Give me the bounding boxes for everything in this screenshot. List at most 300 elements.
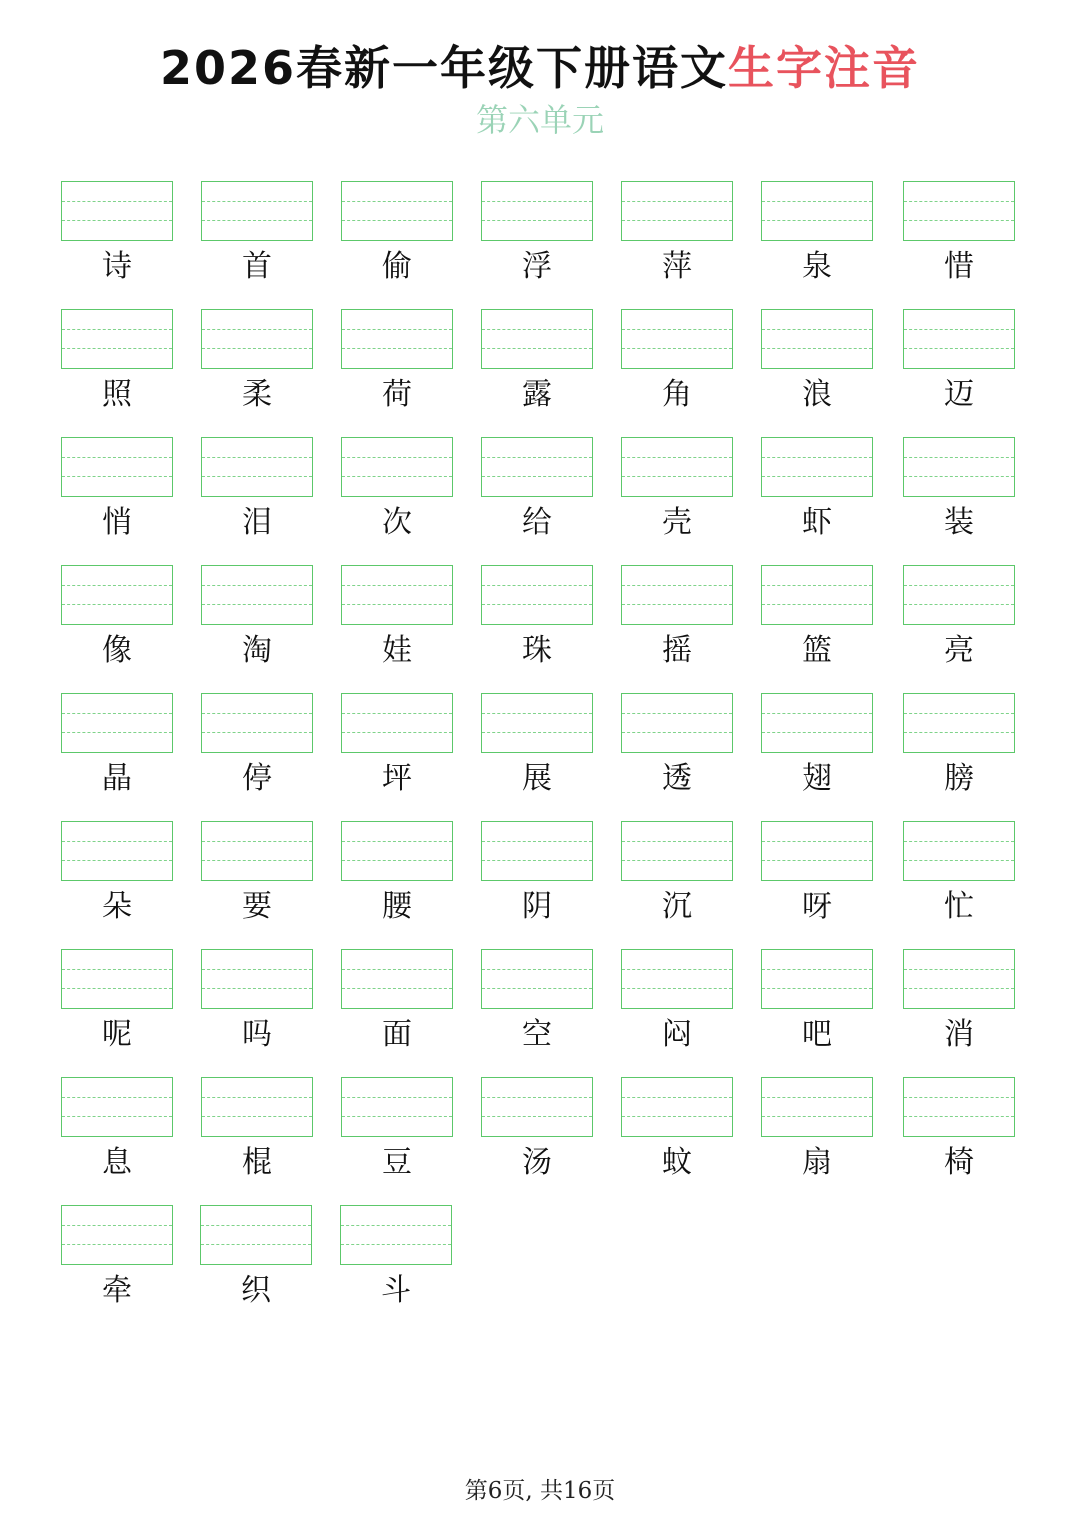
page-title	[0, 38, 1080, 98]
dashed-guide-line	[762, 969, 872, 970]
dashed-guide-line	[342, 1097, 452, 1098]
dashed-guide-line	[62, 348, 172, 349]
hanzi-character: 阴	[522, 889, 552, 924]
hanzi-character: 篮	[802, 633, 832, 668]
dashed-guide-line	[622, 220, 732, 221]
dashed-guide-line	[482, 841, 592, 842]
dashed-guide-line	[62, 969, 172, 970]
character-cell	[621, 437, 733, 549]
pinyin-writing-box[interactable]	[903, 437, 1015, 497]
dashed-guide-line	[62, 604, 172, 605]
pinyin-writing-box[interactable]	[481, 309, 593, 369]
unit-subtitle: 第六单元	[475, 101, 604, 139]
character-cell	[201, 309, 313, 421]
pinyin-writing-box[interactable]	[761, 821, 873, 881]
pinyin-writing-box[interactable]	[201, 309, 313, 369]
hanzi-character: 棍	[242, 1145, 272, 1180]
dashed-guide-line	[904, 988, 1014, 989]
dashed-guide-line	[202, 841, 312, 842]
pinyin-writing-box[interactable]	[200, 1205, 312, 1265]
hanzi-character: 空	[522, 1017, 552, 1052]
dashed-guide-line	[341, 1225, 451, 1226]
hanzi-character: 展	[522, 761, 552, 796]
character-cell	[61, 309, 173, 421]
dashed-guide-line	[904, 1116, 1014, 1117]
character-cell	[200, 1205, 312, 1317]
character-cell	[621, 565, 733, 677]
dashed-guide-line	[342, 585, 452, 586]
pinyin-writing-box[interactable]	[621, 1077, 733, 1137]
dashed-guide-line	[622, 201, 732, 202]
hanzi-character: 泪	[242, 505, 272, 540]
dashed-guide-line	[202, 988, 312, 989]
dashed-guide-line	[201, 1244, 311, 1245]
dashed-guide-line	[482, 457, 592, 458]
dashed-guide-line	[202, 1116, 312, 1117]
character-cell	[61, 1077, 173, 1189]
character-cell	[621, 821, 733, 933]
dashed-guide-line	[622, 585, 732, 586]
dashed-guide-line	[622, 457, 732, 458]
hanzi-character: 摇	[662, 633, 692, 668]
pinyin-writing-box[interactable]	[761, 1077, 873, 1137]
character-cell	[61, 821, 173, 933]
dashed-guide-line	[622, 988, 732, 989]
hanzi-character: 蚊	[662, 1145, 692, 1180]
dashed-guide-line	[904, 860, 1014, 861]
character-cell	[481, 309, 593, 421]
dashed-guide-line	[202, 1097, 312, 1098]
pinyin-writing-box[interactable]	[621, 309, 733, 369]
pinyin-writing-box[interactable]	[761, 949, 873, 1009]
character-cell	[341, 181, 453, 293]
pinyin-writing-box[interactable]	[201, 949, 313, 1009]
pinyin-writing-box[interactable]	[903, 821, 1015, 881]
hanzi-character: 荷	[382, 377, 412, 412]
pinyin-writing-box[interactable]	[621, 181, 733, 241]
hanzi-character: 坪	[382, 761, 412, 796]
hanzi-character: 忙	[944, 889, 974, 924]
character-cell	[903, 181, 1015, 293]
pinyin-writing-box[interactable]	[481, 693, 593, 753]
character-cell	[761, 309, 873, 421]
hanzi-character: 汤	[522, 1145, 552, 1180]
dashed-guide-line	[62, 476, 172, 477]
dashed-guide-line	[762, 713, 872, 714]
dashed-guide-line	[62, 860, 172, 861]
character-cell	[481, 181, 593, 293]
dashed-guide-line	[342, 713, 452, 714]
character-cell	[761, 437, 873, 549]
dashed-guide-line	[904, 1097, 1014, 1098]
hanzi-character: 织	[241, 1273, 271, 1308]
dashed-guide-line	[482, 1097, 592, 1098]
hanzi-character: 次	[382, 505, 412, 540]
dashed-guide-line	[762, 841, 872, 842]
hanzi-character: 斗	[381, 1273, 411, 1308]
character-cell	[761, 1077, 873, 1189]
character-cell	[903, 949, 1015, 1061]
pinyin-writing-box[interactable]	[201, 437, 313, 497]
dashed-guide-line	[62, 713, 172, 714]
pinyin-writing-box[interactable]	[201, 821, 313, 881]
hanzi-character: 娃	[382, 633, 412, 668]
pinyin-writing-box[interactable]	[621, 565, 733, 625]
character-cell	[903, 1077, 1015, 1189]
pinyin-writing-box[interactable]	[621, 693, 733, 753]
pinyin-writing-box[interactable]	[903, 309, 1015, 369]
dashed-guide-line	[62, 220, 172, 221]
hanzi-character: 椅	[944, 1145, 974, 1180]
dashed-guide-line	[622, 713, 732, 714]
hanzi-character: 露	[522, 377, 552, 412]
dashed-guide-line	[904, 969, 1014, 970]
dashed-guide-line	[622, 348, 732, 349]
dashed-guide-line	[342, 988, 452, 989]
dashed-guide-line	[342, 969, 452, 970]
pinyin-writing-box[interactable]	[201, 693, 313, 753]
dashed-guide-line	[482, 220, 592, 221]
pinyin-writing-box[interactable]	[481, 181, 593, 241]
dashed-guide-line	[762, 348, 872, 349]
character-cell	[201, 565, 313, 677]
dashed-guide-line	[342, 201, 452, 202]
character-cell	[903, 437, 1015, 549]
hanzi-character: 呢	[102, 1017, 132, 1052]
character-cell	[61, 1205, 173, 1317]
pinyin-writing-box[interactable]	[341, 565, 453, 625]
pinyin-writing-box[interactable]	[481, 437, 593, 497]
hanzi-character: 腰	[382, 889, 412, 924]
pinyin-writing-box[interactable]	[903, 1077, 1015, 1137]
dashed-guide-line	[202, 969, 312, 970]
hanzi-character: 装	[944, 505, 974, 540]
dashed-guide-line	[904, 585, 1014, 586]
character-cell	[61, 181, 173, 293]
hanzi-character: 晶	[102, 761, 132, 796]
pinyin-writing-box[interactable]	[61, 181, 173, 241]
dashed-guide-line	[62, 1116, 172, 1117]
character-cell	[201, 949, 313, 1061]
dashed-guide-line	[904, 220, 1014, 221]
character-cell	[341, 693, 453, 805]
dashed-guide-line	[342, 348, 452, 349]
pinyin-writing-box[interactable]	[341, 949, 453, 1009]
pinyin-writing-box[interactable]	[61, 565, 173, 625]
dashed-guide-line	[482, 329, 592, 330]
character-cell	[61, 437, 173, 549]
dashed-guide-line	[482, 604, 592, 605]
pinyin-writing-box[interactable]	[201, 181, 313, 241]
dashed-guide-line	[622, 860, 732, 861]
dashed-guide-line	[62, 329, 172, 330]
character-cell	[481, 437, 593, 549]
dashed-guide-line	[62, 1097, 172, 1098]
character-cell	[61, 565, 173, 677]
dashed-guide-line	[341, 1244, 451, 1245]
pinyin-writing-box[interactable]	[341, 437, 453, 497]
dashed-guide-line	[62, 457, 172, 458]
pinyin-writing-box[interactable]	[621, 821, 733, 881]
hanzi-character: 息	[102, 1145, 132, 1180]
dashed-guide-line	[762, 476, 872, 477]
pinyin-writing-box[interactable]	[761, 437, 873, 497]
character-cell	[201, 437, 313, 549]
dashed-guide-line	[762, 1116, 872, 1117]
hanzi-character: 淘	[242, 633, 272, 668]
hanzi-character: 浪	[802, 377, 832, 412]
dashed-guide-line	[622, 969, 732, 970]
dashed-guide-line	[762, 585, 872, 586]
character-cell	[481, 565, 593, 677]
dashed-guide-line	[904, 329, 1014, 330]
character-cell	[61, 949, 173, 1061]
hanzi-character: 闷	[662, 1017, 692, 1052]
dashed-guide-line	[202, 220, 312, 221]
character-cell	[341, 1077, 453, 1189]
pinyin-writing-box[interactable]	[621, 949, 733, 1009]
character-cell	[481, 821, 593, 933]
character-cell	[761, 821, 873, 933]
pinyin-writing-box[interactable]	[903, 565, 1015, 625]
pinyin-writing-box[interactable]	[61, 437, 173, 497]
dashed-guide-line	[342, 220, 452, 221]
pinyin-writing-box[interactable]	[761, 693, 873, 753]
dashed-guide-line	[342, 1116, 452, 1117]
dashed-guide-line	[904, 713, 1014, 714]
dashed-guide-line	[762, 604, 872, 605]
pinyin-writing-box[interactable]	[61, 949, 173, 1009]
pinyin-writing-box[interactable]	[61, 693, 173, 753]
hanzi-character: 豆	[382, 1145, 412, 1180]
character-cell	[481, 693, 593, 805]
character-cell	[341, 949, 453, 1061]
dashed-guide-line	[202, 201, 312, 202]
character-cell	[201, 693, 313, 805]
character-cell	[621, 1077, 733, 1189]
dashed-guide-line	[202, 732, 312, 733]
character-cell	[341, 821, 453, 933]
dashed-guide-line	[482, 988, 592, 989]
hanzi-character: 透	[662, 761, 692, 796]
pinyin-writing-box[interactable]	[201, 1077, 313, 1137]
dashed-guide-line	[342, 329, 452, 330]
hanzi-character: 亮	[944, 633, 974, 668]
dashed-guide-line	[202, 476, 312, 477]
dashed-guide-line	[482, 1116, 592, 1117]
dashed-guide-line	[482, 348, 592, 349]
dashed-guide-line	[762, 329, 872, 330]
title-main: 2026春新一年级下册语文	[159, 41, 729, 95]
character-cell	[341, 565, 453, 677]
dashed-guide-line	[202, 457, 312, 458]
dashed-guide-line	[342, 732, 452, 733]
dashed-guide-line	[622, 732, 732, 733]
dashed-guide-line	[62, 841, 172, 842]
title-accent: 生字注音	[728, 41, 921, 95]
pinyin-writing-box[interactable]	[761, 309, 873, 369]
hanzi-character: 虾	[802, 505, 832, 540]
hanzi-character: 呀	[802, 889, 832, 924]
dashed-guide-line	[342, 841, 452, 842]
hanzi-character: 吧	[802, 1017, 832, 1052]
pinyin-writing-box[interactable]	[341, 693, 453, 753]
character-cell	[903, 693, 1015, 805]
character-cell	[621, 309, 733, 421]
dashed-guide-line	[201, 1225, 311, 1226]
character-cell	[621, 949, 733, 1061]
dashed-guide-line	[762, 988, 872, 989]
character-cell	[201, 181, 313, 293]
pinyin-writing-box[interactable]	[481, 949, 593, 1009]
hanzi-character: 像	[102, 633, 132, 668]
dashed-guide-line	[762, 860, 872, 861]
dashed-guide-line	[622, 329, 732, 330]
dashed-guide-line	[482, 201, 592, 202]
pinyin-writing-box[interactable]	[340, 1205, 452, 1265]
hanzi-character: 要	[242, 889, 272, 924]
dashed-guide-line	[202, 860, 312, 861]
dashed-guide-line	[342, 476, 452, 477]
pinyin-writing-box[interactable]	[481, 565, 593, 625]
pinyin-writing-box[interactable]	[61, 1077, 173, 1137]
character-cell	[61, 693, 173, 805]
dashed-guide-line	[622, 604, 732, 605]
hanzi-character: 停	[242, 761, 272, 796]
hanzi-character: 吗	[242, 1017, 272, 1052]
hanzi-character: 翅	[802, 761, 832, 796]
dashed-guide-line	[202, 348, 312, 349]
pinyin-writing-box[interactable]	[481, 1077, 593, 1137]
hanzi-character: 柔	[242, 377, 272, 412]
dashed-guide-line	[62, 585, 172, 586]
pinyin-writing-box[interactable]	[201, 565, 313, 625]
dashed-guide-line	[482, 732, 592, 733]
character-cell	[903, 821, 1015, 933]
dashed-guide-line	[762, 220, 872, 221]
dashed-guide-line	[482, 713, 592, 714]
dashed-guide-line	[904, 348, 1014, 349]
dashed-guide-line	[622, 1097, 732, 1098]
pinyin-writing-box[interactable]	[341, 821, 453, 881]
hanzi-character: 壳	[662, 505, 692, 540]
dashed-guide-line	[202, 585, 312, 586]
character-cell	[201, 1077, 313, 1189]
dashed-guide-line	[62, 201, 172, 202]
dashed-guide-line	[762, 732, 872, 733]
hanzi-character: 照	[102, 377, 132, 412]
character-cell	[761, 565, 873, 677]
hanzi-character: 迈	[944, 377, 974, 412]
hanzi-character: 牵	[102, 1273, 132, 1308]
page-footer: 第6页, 共16页	[464, 1478, 616, 1504]
character-cell	[903, 309, 1015, 421]
pinyin-writing-box[interactable]	[761, 181, 873, 241]
dashed-guide-line	[202, 713, 312, 714]
hanzi-character: 萍	[662, 249, 692, 284]
dashed-guide-line	[342, 860, 452, 861]
hanzi-character: 膀	[944, 761, 974, 796]
dashed-guide-line	[904, 841, 1014, 842]
hanzi-character: 诗	[102, 249, 132, 284]
hanzi-character: 惜	[944, 249, 974, 284]
character-cell	[761, 181, 873, 293]
dashed-guide-line	[62, 732, 172, 733]
pinyin-writing-box[interactable]	[341, 1077, 453, 1137]
character-cell	[340, 1205, 452, 1317]
hanzi-character: 角	[662, 377, 692, 412]
dashed-guide-line	[904, 457, 1014, 458]
pinyin-writing-box[interactable]	[903, 181, 1015, 241]
character-cell	[621, 693, 733, 805]
hanzi-character: 首	[242, 249, 272, 284]
pinyin-writing-box[interactable]	[341, 181, 453, 241]
dashed-guide-line	[342, 604, 452, 605]
pinyin-writing-box[interactable]	[621, 437, 733, 497]
pinyin-writing-box[interactable]	[761, 565, 873, 625]
dashed-guide-line	[482, 476, 592, 477]
dashed-guide-line	[202, 604, 312, 605]
hanzi-character: 朵	[102, 889, 132, 924]
pinyin-writing-box[interactable]	[481, 821, 593, 881]
hanzi-character: 沉	[662, 889, 692, 924]
hanzi-character: 面	[382, 1017, 412, 1052]
hanzi-character: 偷	[382, 249, 412, 284]
dashed-guide-line	[622, 841, 732, 842]
dashed-guide-line	[762, 1097, 872, 1098]
character-cell	[341, 437, 453, 549]
pinyin-writing-box[interactable]	[341, 309, 453, 369]
hanzi-character: 珠	[522, 633, 552, 668]
dashed-guide-line	[482, 585, 592, 586]
character-cell	[481, 949, 593, 1061]
dashed-guide-line	[762, 457, 872, 458]
dashed-guide-line	[482, 969, 592, 970]
character-cell	[201, 821, 313, 933]
dashed-guide-line	[904, 604, 1014, 605]
dashed-guide-line	[622, 476, 732, 477]
dashed-guide-line	[904, 476, 1014, 477]
pinyin-writing-box[interactable]	[903, 949, 1015, 1009]
dashed-guide-line	[622, 1116, 732, 1117]
pinyin-writing-box[interactable]	[61, 309, 173, 369]
pinyin-writing-box[interactable]	[61, 1205, 173, 1265]
pinyin-writing-box[interactable]	[903, 693, 1015, 753]
character-cell	[341, 309, 453, 421]
character-cell	[621, 181, 733, 293]
hanzi-character: 扇	[802, 1145, 832, 1180]
dashed-guide-line	[202, 329, 312, 330]
dashed-guide-line	[342, 457, 452, 458]
dashed-guide-line	[762, 201, 872, 202]
dashed-guide-line	[904, 201, 1014, 202]
hanzi-character: 给	[522, 505, 552, 540]
hanzi-character: 浮	[522, 249, 552, 284]
character-cell	[761, 949, 873, 1061]
character-cell	[761, 693, 873, 805]
dashed-guide-line	[904, 732, 1014, 733]
hanzi-character: 悄	[102, 505, 132, 540]
character-cell	[481, 1077, 593, 1189]
dashed-guide-line	[62, 1244, 172, 1245]
hanzi-character: 泉	[802, 249, 832, 284]
character-cell	[903, 565, 1015, 677]
dashed-guide-line	[62, 988, 172, 989]
hanzi-character: 消	[944, 1017, 974, 1052]
pinyin-writing-box[interactable]	[61, 821, 173, 881]
dashed-guide-line	[62, 1225, 172, 1226]
dashed-guide-line	[482, 860, 592, 861]
